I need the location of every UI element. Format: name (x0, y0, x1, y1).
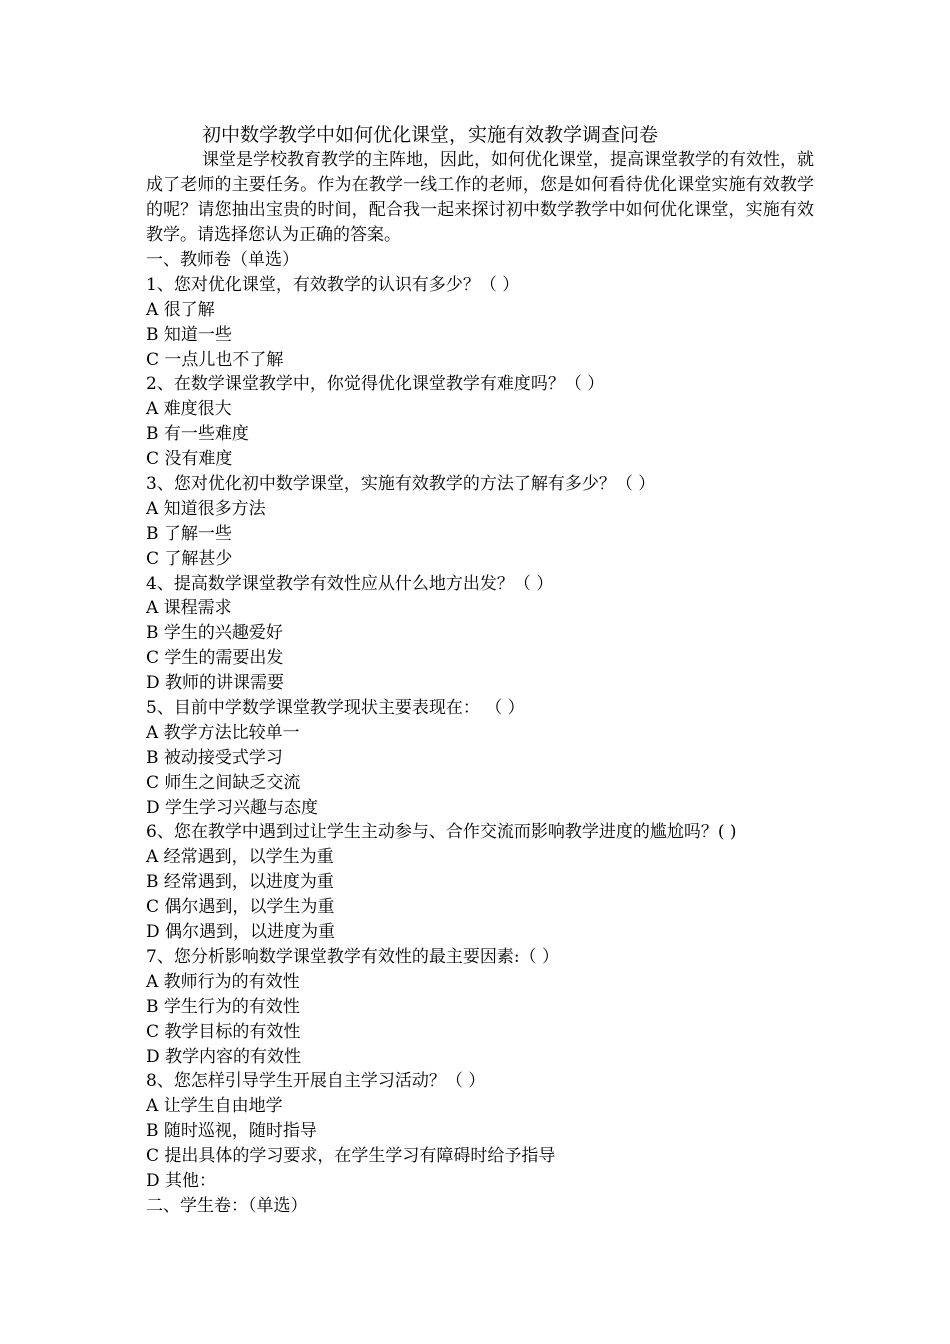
question-text: 8、您怎样引导学生开展自主学习活动？（ ） (146, 1071, 486, 1092)
question-text: 1、您对优化课堂，有效教学的认识有多少？（ ） (146, 274, 520, 295)
option-a: A 经常遇到，以学生为重 (146, 847, 334, 868)
question-3 (146, 472, 814, 572)
option-b: B 被动接受式学习 (146, 747, 283, 768)
option-a: A 让学生自由地学 (146, 1096, 283, 1117)
option-b: B 有一些难度 (146, 424, 249, 445)
question-1 (146, 273, 814, 373)
option-c: C 教学目标的有效性 (146, 1021, 301, 1042)
option-c: C 了解甚少 (146, 548, 233, 569)
option-a: A 很了解 (146, 299, 215, 320)
option-d: D 教师的讲课需要 (146, 673, 285, 694)
question-7 (146, 945, 814, 1069)
option-c: C 偶尔遇到，以学生为重 (146, 897, 335, 918)
document-title: 初中数学教学中如何优化课堂，实施有效教学调查问卷 (202, 124, 659, 146)
question-text: 6、您在教学中遇到过让学生主动参与、合作交流而影响教学进度的尴尬吗？( ) (146, 822, 737, 843)
question-5 (146, 696, 814, 820)
option-d: D 其他： (146, 1170, 217, 1191)
question-6 (146, 820, 814, 944)
option-a: A 教师行为的有效性 (146, 971, 300, 992)
section-heading-teacher: 一、教师卷（单选） (146, 250, 299, 270)
option-b: B 随时巡视，随时指导 (146, 1121, 317, 1142)
question-text: 5、目前中学数学课堂教学现状主要表现在： （ ） (146, 698, 525, 719)
question-8 (146, 1069, 814, 1193)
question-text: 3、您对优化初中数学课堂，实施有效教学的方法了解有多少？（ ） (146, 474, 656, 495)
question-text: 7、您分析影响数学课堂教学有效性的最主要因素:（ ） (146, 946, 559, 967)
option-b: B 了解一些 (146, 523, 232, 544)
option-c: C 没有难度 (146, 449, 233, 470)
option-b: B 学生的兴趣爱好 (146, 623, 283, 644)
option-c: C 一点儿也不了解 (146, 349, 284, 370)
option-b: B 经常遇到，以进度为重 (146, 872, 334, 893)
option-d: D 偶尔遇到，以进度为重 (146, 922, 336, 943)
option-c: C 提出具体的学习要求，在学生学习有障碍时给予指导 (146, 1146, 556, 1167)
option-d: D 学生学习兴趣与态度 (146, 797, 319, 818)
question-2 (146, 372, 814, 472)
option-d: D 教学内容的有效性 (146, 1046, 302, 1067)
question-text: 4、提高数学课堂教学有效性应从什么地方出发？（ ） (146, 573, 554, 594)
document-page (146, 122, 814, 1219)
intro-paragraph: 课堂是学校教育教学的主阵地，因此，如何优化课堂，提高课堂教学的有效性，就成了老师的主要任务。作为在教学一线工作的老师，您是如何看待优化课堂实施有效教学的呢？请您抽出宝贵的时间，配合我一起来探讨初中数学教学中如何优化课堂，实施有效教学。请选择您认为正确的答案。 (146, 150, 814, 245)
question-4 (146, 572, 814, 696)
option-c: C 师生之间缺乏交流 (146, 772, 301, 793)
option-a: A 课程需求 (146, 598, 232, 619)
option-b: B 知道一些 (146, 324, 232, 345)
option-c: C 学生的需要出发 (146, 648, 284, 669)
section-heading-student: 二、学生卷：（单选） (146, 1195, 308, 1216)
question-text: 2、在数学课堂教学中，你觉得优化课堂教学有难度吗？（ ） (146, 374, 605, 395)
option-a: A 教学方法比较单一 (146, 722, 300, 743)
option-a: A 知道很多方法 (146, 498, 266, 519)
option-a: A 难度很大 (146, 399, 232, 420)
option-b: B 学生行为的有效性 (146, 996, 300, 1017)
